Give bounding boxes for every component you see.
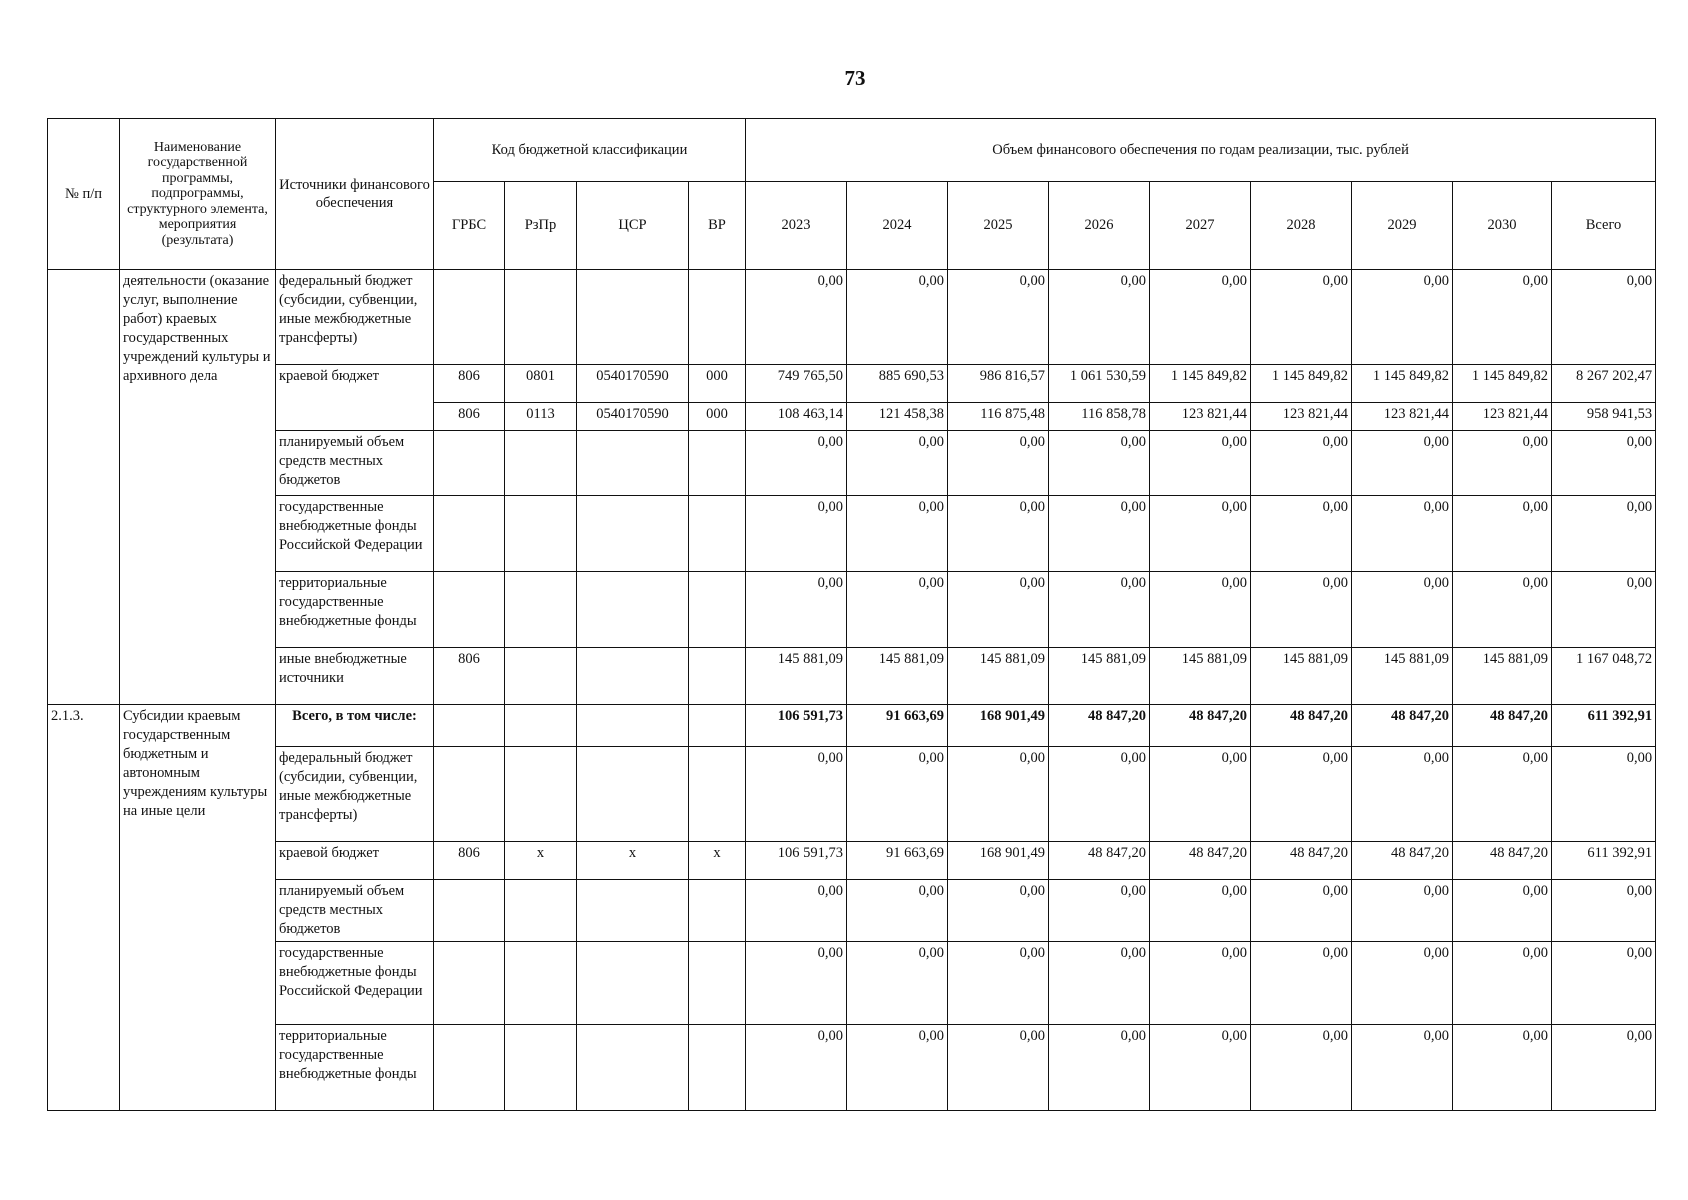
cell-value: 0,00	[1453, 431, 1552, 496]
cell-csr: 0540170590	[577, 365, 689, 403]
header-number: № п/п	[48, 119, 120, 270]
header-total: Всего	[1552, 182, 1656, 270]
cell-value: 0,00	[948, 747, 1049, 842]
cell-total: 611 392,91	[1552, 705, 1656, 747]
cell-value: 0,00	[1251, 1025, 1352, 1111]
cell-value: 0,00	[1251, 572, 1352, 648]
header-code-rzpr: РзПр	[505, 182, 577, 270]
table-row	[48, 747, 1656, 842]
table-row	[48, 842, 1656, 880]
cell-grbs: 806	[434, 365, 505, 403]
cell-csr	[577, 1025, 689, 1111]
cell-value: 0,00	[948, 496, 1049, 572]
table-row	[48, 572, 1656, 648]
cell-rzpr: 0113	[505, 403, 577, 431]
cell-value: 145 881,09	[1049, 648, 1150, 705]
cell-csr	[577, 270, 689, 365]
cell-vr	[689, 648, 746, 705]
cell-vr	[689, 270, 746, 365]
cell-value: 1 145 849,82	[1251, 365, 1352, 403]
row-source: территориальные государственные внебюджетные фонды	[276, 572, 434, 648]
row-source: планируемый объем средств местных бюджетов	[276, 431, 434, 496]
cell-csr	[577, 572, 689, 648]
cell-value: 0,00	[1453, 880, 1552, 942]
table-row	[48, 1025, 1656, 1111]
cell-value: 0,00	[948, 270, 1049, 365]
cell-value: 0,00	[847, 747, 948, 842]
cell-value: 48 847,20	[1251, 842, 1352, 880]
header-code-csr: ЦСР	[577, 182, 689, 270]
cell-csr	[577, 496, 689, 572]
table-row	[48, 648, 1656, 705]
cell-value: 0,00	[847, 942, 948, 1025]
cell-total: 1 167 048,72	[1552, 648, 1656, 705]
table-row	[48, 942, 1656, 1025]
cell-value: 1 145 849,82	[1352, 365, 1453, 403]
cell-rzpr	[505, 705, 577, 747]
header-year: 2030	[1453, 182, 1552, 270]
cell-value: 48 847,20	[1352, 842, 1453, 880]
row-source: планируемый объем средств местных бюджетов	[276, 880, 434, 942]
cell-total: 0,00	[1552, 1025, 1656, 1111]
cell-value: 91 663,69	[847, 842, 948, 880]
cell-value: 0,00	[1150, 942, 1251, 1025]
cell-value: 0,00	[948, 431, 1049, 496]
cell-value: 0,00	[746, 942, 847, 1025]
cell-value: 0,00	[1150, 431, 1251, 496]
table-body	[48, 270, 1656, 1111]
cell-value: 0,00	[847, 431, 948, 496]
row-source: территориальные государственные внебюджетные фонды	[276, 1025, 434, 1111]
cell-value: 0,00	[1049, 431, 1150, 496]
header-code-grbs: ГРБС	[434, 182, 505, 270]
cell-value: 48 847,20	[1453, 705, 1552, 747]
header-name: Наименование государственной программы, подпрограммы, структурного элемента, мероприятия (результата)	[120, 119, 276, 270]
cell-value: 0,00	[1049, 880, 1150, 942]
cell-value: 48 847,20	[1150, 705, 1251, 747]
cell-value: 1 145 849,82	[1453, 365, 1552, 403]
cell-value: 0,00	[847, 572, 948, 648]
table-row	[48, 431, 1656, 496]
cell-value: 48 847,20	[1049, 842, 1150, 880]
cell-rzpr	[505, 648, 577, 705]
cell-grbs	[434, 747, 505, 842]
cell-csr	[577, 705, 689, 747]
cell-value: 48 847,20	[1352, 705, 1453, 747]
table-row	[48, 365, 1656, 403]
cell-value: 106 591,73	[746, 705, 847, 747]
header-codes-group: Код бюджетной классификации	[434, 119, 746, 182]
cell-value: 749 765,50	[746, 365, 847, 403]
row-source-total: Всего, в том числе:	[276, 705, 434, 747]
cell-value: 0,00	[847, 880, 948, 942]
cell-grbs: 806	[434, 403, 505, 431]
cell-value: 168 901,49	[948, 842, 1049, 880]
cell-value: 123 821,44	[1251, 403, 1352, 431]
cell-total: 0,00	[1552, 572, 1656, 648]
cell-value: 0,00	[1453, 270, 1552, 365]
cell-rzpr	[505, 1025, 577, 1111]
row-number	[48, 270, 120, 705]
cell-total: 0,00	[1552, 496, 1656, 572]
cell-value: 0,00	[1049, 747, 1150, 842]
cell-value: 48 847,20	[1453, 842, 1552, 880]
cell-value: 0,00	[1049, 496, 1150, 572]
cell-value: 123 821,44	[1150, 403, 1251, 431]
header-year: 2029	[1352, 182, 1453, 270]
cell-value: 145 881,09	[847, 648, 948, 705]
cell-grbs	[434, 572, 505, 648]
cell-value: 986 816,57	[948, 365, 1049, 403]
cell-value: 91 663,69	[847, 705, 948, 747]
row-source: федеральный бюджет (субсидии, субвенции, иные межбюджетные трансферты)	[276, 747, 434, 842]
cell-csr	[577, 431, 689, 496]
cell-value: 0,00	[1352, 747, 1453, 842]
cell-value: 0,00	[948, 942, 1049, 1025]
cell-value: 0,00	[1352, 1025, 1453, 1111]
cell-total: 0,00	[1552, 880, 1656, 942]
cell-total: 0,00	[1552, 270, 1656, 365]
cell-vr	[689, 1025, 746, 1111]
cell-grbs: 806	[434, 842, 505, 880]
row-source: государственные внебюджетные фонды Российской Федерации	[276, 942, 434, 1025]
cell-value: 0,00	[746, 747, 847, 842]
cell-grbs	[434, 270, 505, 365]
cell-value: 0,00	[1251, 496, 1352, 572]
cell-csr	[577, 942, 689, 1025]
cell-value: 0,00	[1251, 942, 1352, 1025]
cell-value: 0,00	[746, 572, 847, 648]
cell-value: 0,00	[1352, 270, 1453, 365]
row-source: краевой бюджет	[276, 842, 434, 880]
cell-value: 116 858,78	[1049, 403, 1150, 431]
cell-value: 0,00	[1352, 942, 1453, 1025]
cell-value: 0,00	[1150, 270, 1251, 365]
cell-vr	[689, 572, 746, 648]
cell-value: 145 881,09	[1352, 648, 1453, 705]
cell-rzpr	[505, 496, 577, 572]
cell-value: 0,00	[1150, 496, 1251, 572]
cell-value: 145 881,09	[1453, 648, 1552, 705]
cell-value: 0,00	[1251, 270, 1352, 365]
page-number: 73	[844, 66, 866, 90]
cell-value: 0,00	[746, 270, 847, 365]
cell-rzpr	[505, 270, 577, 365]
cell-rzpr	[505, 747, 577, 842]
cell-value: 121 458,38	[847, 403, 948, 431]
cell-value: 1 061 530,59	[1049, 365, 1150, 403]
cell-vr	[689, 880, 746, 942]
cell-value: 0,00	[1049, 1025, 1150, 1111]
cell-value: 168 901,49	[948, 705, 1049, 747]
cell-value: 0,00	[1150, 880, 1251, 942]
row-name: деятельности (оказание услуг, выполнение работ) краевых государственных учреждений культуры и архивного дела	[120, 270, 276, 705]
header-year: 2023	[746, 182, 847, 270]
cell-grbs	[434, 431, 505, 496]
cell-value: 0,00	[847, 496, 948, 572]
table-row	[48, 880, 1656, 942]
cell-total: 0,00	[1552, 942, 1656, 1025]
cell-csr	[577, 648, 689, 705]
header-years-group: Объем финансового обеспечения по годам реализации, тыс. рублей	[746, 119, 1656, 182]
cell-value: 0,00	[1251, 880, 1352, 942]
cell-value: 48 847,20	[1049, 705, 1150, 747]
header-year: 2024	[847, 182, 948, 270]
cell-vr: 000	[689, 403, 746, 431]
budget-table	[47, 118, 1656, 1111]
cell-rzpr	[505, 880, 577, 942]
cell-value: 0,00	[1049, 942, 1150, 1025]
row-name: Субсидии краевым государственным бюджетным и автономным учреждениям культуры на иные цели	[120, 705, 276, 1111]
cell-grbs	[434, 1025, 505, 1111]
header-year: 2027	[1150, 182, 1251, 270]
header-year: 2025	[948, 182, 1049, 270]
cell-rzpr: 0801	[505, 365, 577, 403]
row-source: федеральный бюджет (субсидии, субвенции, иные межбюджетные трансферты)	[276, 270, 434, 365]
cell-total: 0,00	[1552, 431, 1656, 496]
cell-value: 0,00	[746, 1025, 847, 1111]
cell-value: 0,00	[1049, 572, 1150, 648]
cell-value: 0,00	[1150, 747, 1251, 842]
table-row	[48, 270, 1656, 365]
header-source: Источники финансового обеспечения	[276, 119, 434, 270]
cell-value: 123 821,44	[1352, 403, 1453, 431]
cell-value: 48 847,20	[1150, 842, 1251, 880]
cell-value: 0,00	[1049, 270, 1150, 365]
cell-value: 0,00	[1352, 572, 1453, 648]
cell-value: 116 875,48	[948, 403, 1049, 431]
cell-value: 0,00	[746, 496, 847, 572]
cell-value: 145 881,09	[746, 648, 847, 705]
cell-value: 0,00	[1150, 572, 1251, 648]
cell-value: 0,00	[1453, 496, 1552, 572]
cell-value: 106 591,73	[746, 842, 847, 880]
cell-value: 145 881,09	[948, 648, 1049, 705]
row-source: иные внебюджетные источники	[276, 648, 434, 705]
cell-grbs	[434, 705, 505, 747]
cell-csr: 0540170590	[577, 403, 689, 431]
cell-total: 611 392,91	[1552, 842, 1656, 880]
cell-value: 885 690,53	[847, 365, 948, 403]
cell-vr	[689, 496, 746, 572]
cell-value: 0,00	[948, 880, 1049, 942]
cell-value: 1 145 849,82	[1150, 365, 1251, 403]
cell-value: 0,00	[847, 270, 948, 365]
cell-total: 8 267 202,47	[1552, 365, 1656, 403]
cell-vr	[689, 747, 746, 842]
header-code-vr: ВР	[689, 182, 746, 270]
cell-value: 0,00	[746, 880, 847, 942]
cell-csr: х	[577, 842, 689, 880]
row-source: государственные внебюджетные фонды Российской Федерации	[276, 496, 434, 572]
cell-vr	[689, 942, 746, 1025]
row-source: краевой бюджет	[276, 365, 434, 431]
cell-total: 0,00	[1552, 747, 1656, 842]
cell-value: 108 463,14	[746, 403, 847, 431]
cell-value: 0,00	[746, 431, 847, 496]
cell-value: 0,00	[1352, 880, 1453, 942]
cell-grbs	[434, 880, 505, 942]
cell-rzpr	[505, 431, 577, 496]
table-header	[48, 119, 1656, 270]
cell-value: 0,00	[1453, 942, 1552, 1025]
cell-value: 0,00	[948, 1025, 1049, 1111]
cell-vr: х	[689, 842, 746, 880]
cell-value: 0,00	[1352, 496, 1453, 572]
cell-value: 0,00	[948, 572, 1049, 648]
cell-grbs	[434, 942, 505, 1025]
cell-grbs	[434, 496, 505, 572]
cell-value: 123 821,44	[1453, 403, 1552, 431]
cell-value: 0,00	[1150, 1025, 1251, 1111]
cell-value: 0,00	[1453, 747, 1552, 842]
header-year: 2028	[1251, 182, 1352, 270]
cell-value: 0,00	[1251, 747, 1352, 842]
cell-csr	[577, 747, 689, 842]
cell-value: 0,00	[1453, 572, 1552, 648]
cell-value: 145 881,09	[1251, 648, 1352, 705]
cell-vr: 000	[689, 365, 746, 403]
cell-value: 0,00	[1251, 431, 1352, 496]
cell-value: 0,00	[1352, 431, 1453, 496]
cell-value: 0,00	[847, 1025, 948, 1111]
cell-value: 145 881,09	[1150, 648, 1251, 705]
cell-value: 0,00	[1453, 1025, 1552, 1111]
header-year: 2026	[1049, 182, 1150, 270]
cell-vr	[689, 705, 746, 747]
cell-vr	[689, 431, 746, 496]
cell-rzpr	[505, 572, 577, 648]
cell-rzpr: х	[505, 842, 577, 880]
cell-total: 958 941,53	[1552, 403, 1656, 431]
row-number: 2.1.3.	[48, 705, 120, 1111]
cell-rzpr	[505, 942, 577, 1025]
cell-grbs: 806	[434, 648, 505, 705]
cell-value: 48 847,20	[1251, 705, 1352, 747]
table-row	[48, 496, 1656, 572]
table-row	[48, 705, 1656, 747]
cell-csr	[577, 880, 689, 942]
